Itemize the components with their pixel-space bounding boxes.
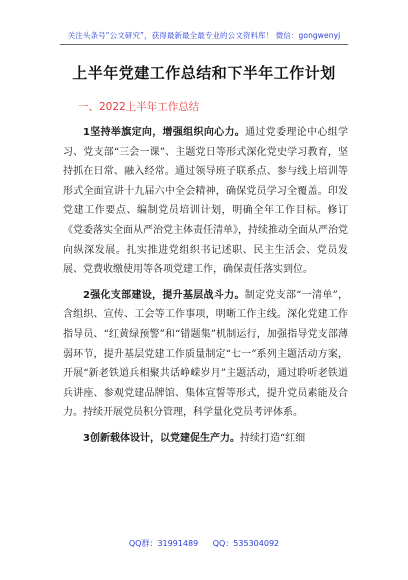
paragraph-1-text: 通过党委理论中心组学习、党支部“三会一课”、主题党日等形式深化党史学习教育，坚持抓在日常、融入经常。通过领导班子联系点、参与线上培训等形式全面宣讲十九届六中全会精神，确保党员学习全覆盖。印发党建工作要点、编制党员培训计划，明确全年工作目标。修订《党委落实全面从严治党主体责任清单》，持续推动全面从严治党向纵深发展。扎实推进党组织书记述职、民主生活会、党员发展、党费收缴使用等各项党建工作，确保责任落实到位。 xyxy=(63,127,349,276)
footer-qq-group: QQ群：31991489 xyxy=(128,539,199,548)
paragraph-3-text: 持续打造“红细 xyxy=(239,432,306,444)
document-body xyxy=(63,123,348,455)
paragraph-2 xyxy=(63,286,348,423)
header-note: 关注头条号“公文研究”，获得最新最全最专业的公文资料库！ 微信：gongwenyj xyxy=(67,31,341,40)
paragraph-3-lead: 3创新载体设计，以党建促生产力。 xyxy=(83,432,240,444)
footer-qq: QQ：535304092 xyxy=(212,539,280,548)
header-divider xyxy=(60,44,348,45)
section-heading: 一、2022上半年工作总结 xyxy=(78,101,200,113)
paragraph-2-text: 制定党支部“一清单”，含组织、宣传、工会等工作事项，明晰工作主线。深化党建工作指导员、“红黄绿预警”和“错题集”机制运行，加强指导党支部薄弱环节，提升基层党建工作质量制定“七一”系列主题活动方案，开展“新老铁道兵相聚共话峥嵘岁月”主题活动，通过聆听老铁道兵讲座、参观党建品牌馆、集体宣誓等形式，提升党员素能及合力。持续开展党员积分管理，科学量化党员考评体系。 xyxy=(63,289,348,419)
paragraph-1-lead: 1坚持举旗定向，增强组织向心力。 xyxy=(83,127,246,138)
footer-contact xyxy=(0,538,408,549)
document-title: 上半年党建工作总结和下半年工作计划 xyxy=(72,64,336,82)
paragraph-1 xyxy=(63,123,348,280)
paragraph-2-lead: 2强化支部建设，提升基层战斗力。 xyxy=(83,289,245,301)
paragraph-3 xyxy=(63,429,348,449)
